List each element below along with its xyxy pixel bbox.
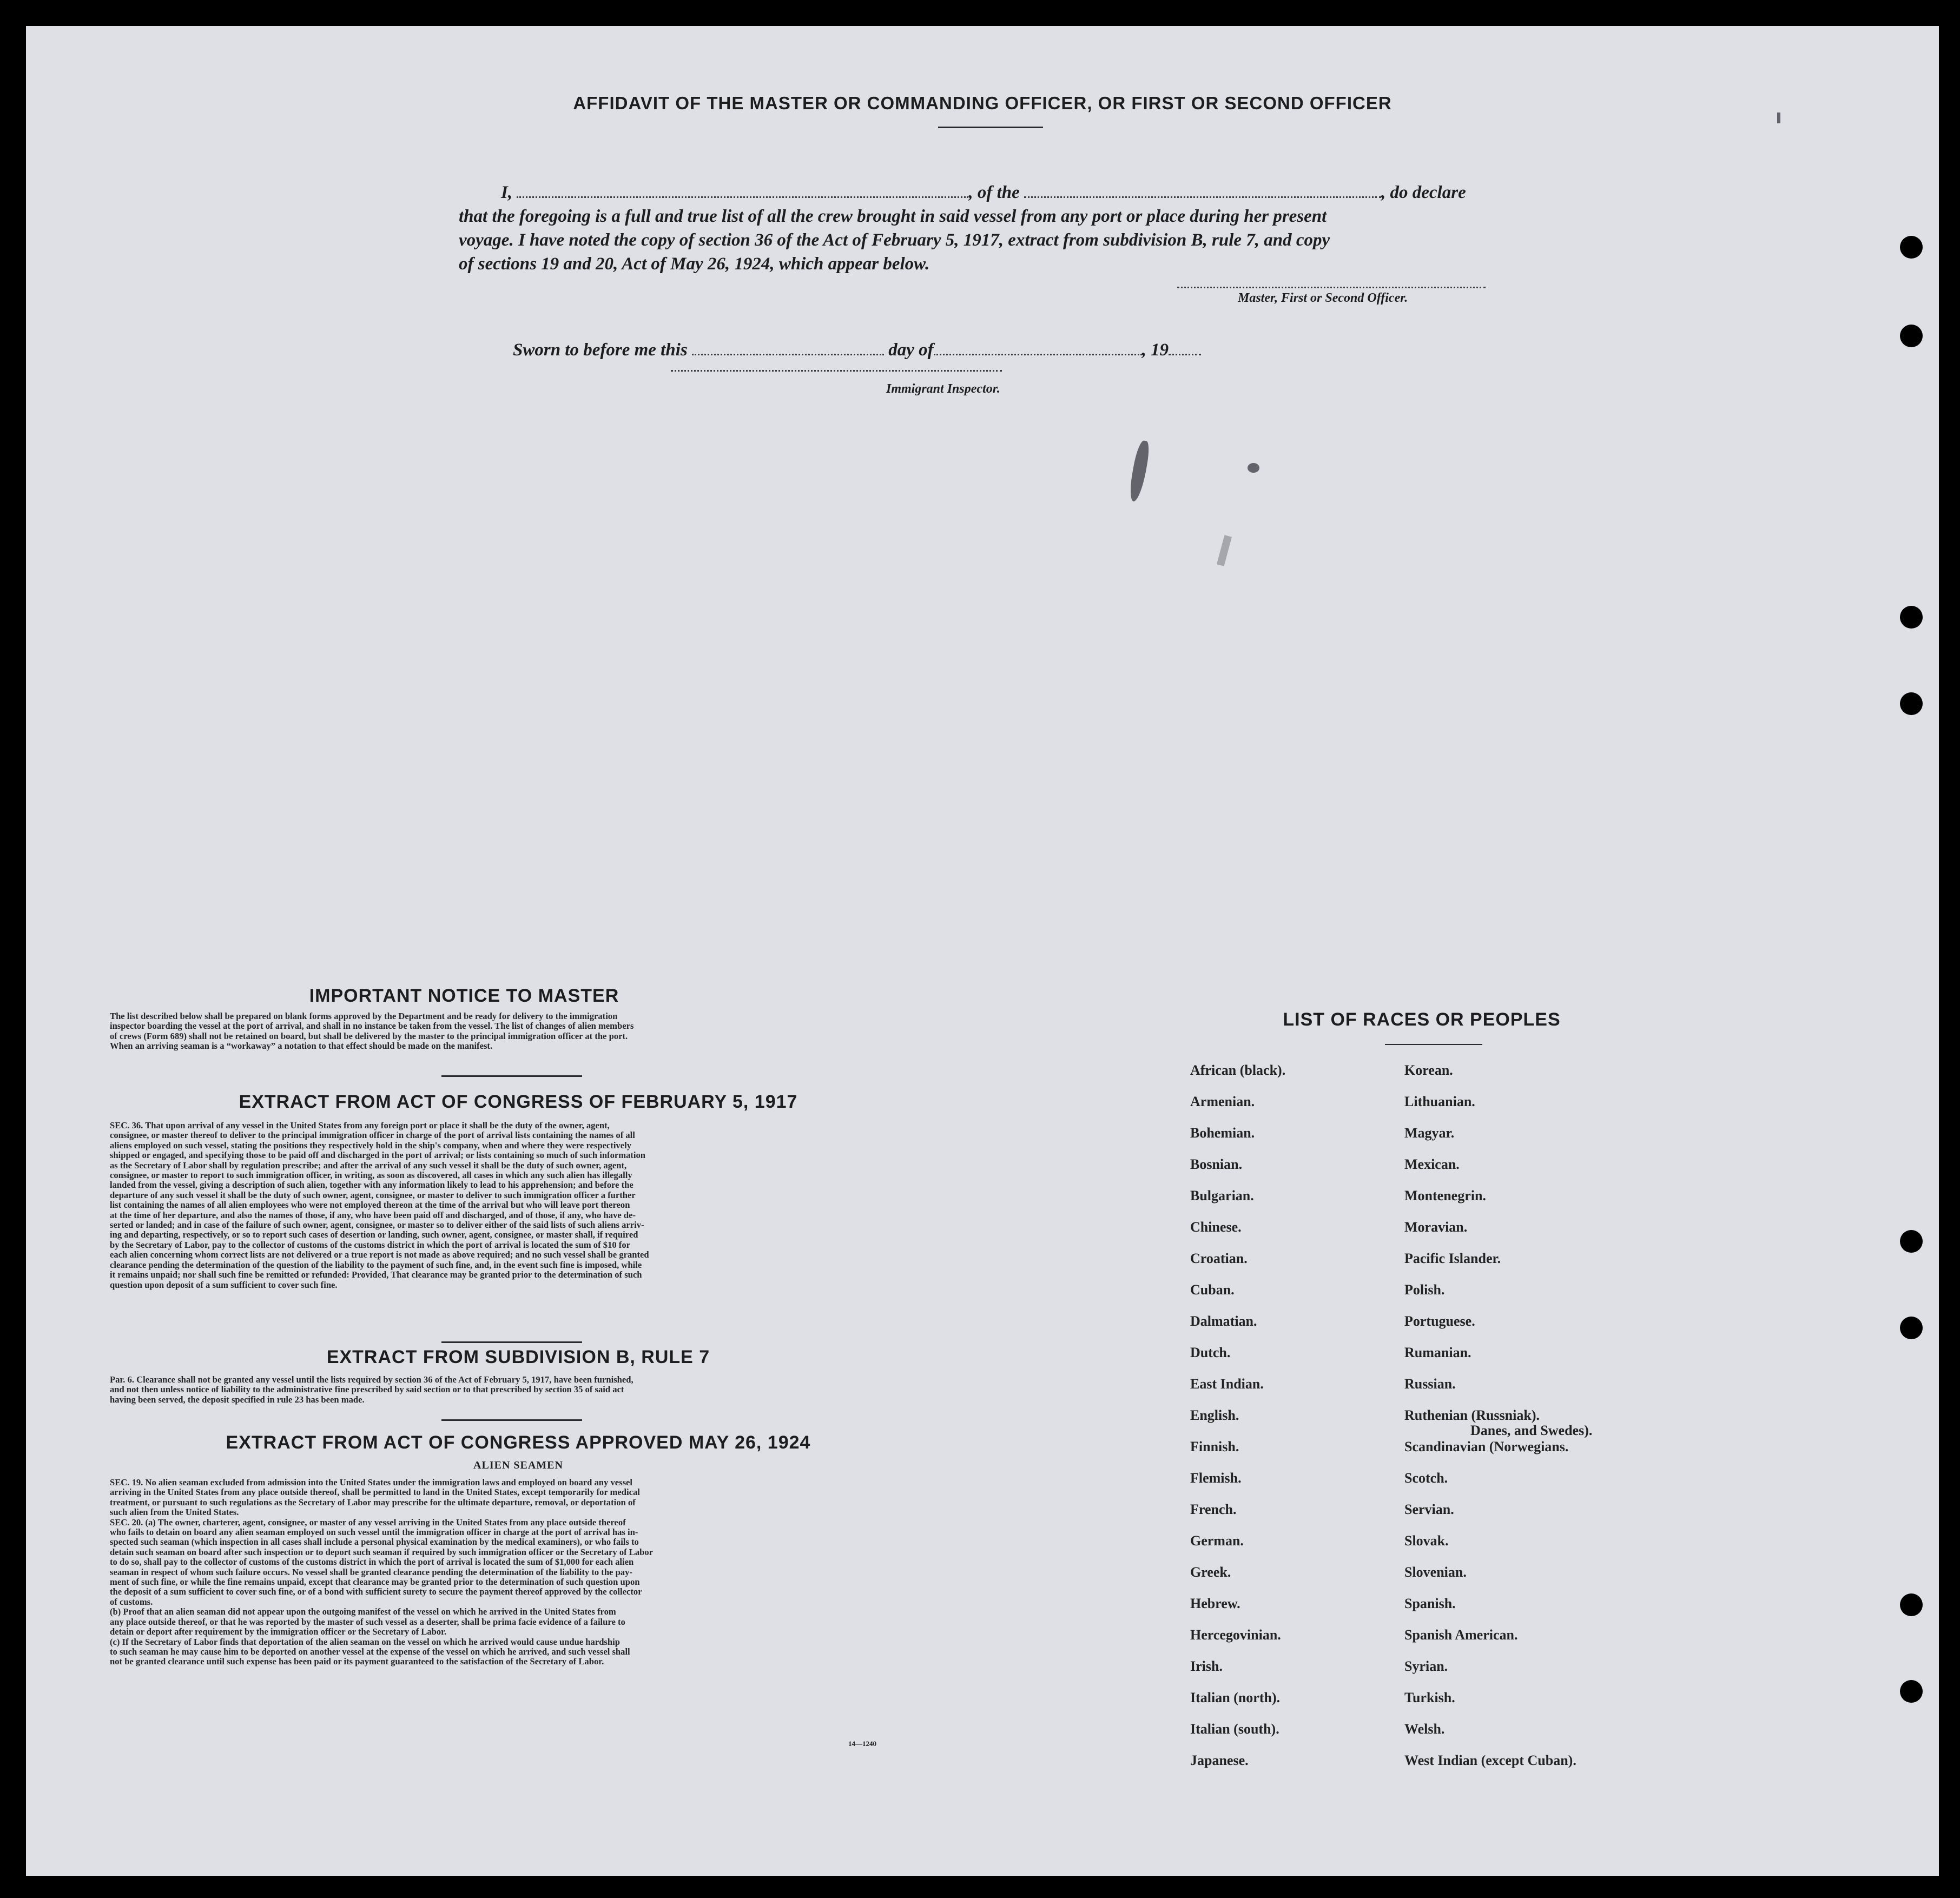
body-line: not be granted clearance until such expense has been paid or its payment guaranteed to the satisfaction of the Secretary of Labor.: [110, 1656, 604, 1667]
race-item: Hebrew.: [1190, 1596, 1240, 1611]
race-item: Turkish.: [1404, 1690, 1455, 1705]
inspector-signature-field[interactable]: [671, 370, 1002, 372]
body-line: having been served, the deposit specified in rule 23 has been made.: [110, 1394, 365, 1405]
extract-rule7-title: EXTRACT FROM SUBDIVISION B, RULE 7: [326, 1347, 710, 1367]
body-line: detain such seaman on board after such inspection or to deport such seaman if required by such immigration officer or the Secretary of Labor: [110, 1546, 654, 1557]
affidavit-i: I,: [501, 183, 513, 202]
body-line: ment of such fine, or while the fine remains unpaid, except that clearance may be granted prior to the determination of such question upon: [110, 1577, 640, 1588]
body-line: by the Secretary of Labor, pay to the collector of customs of the customs district in which the port of arrival is located the sum of $10 for: [110, 1239, 630, 1250]
race-item: Croatian.: [1190, 1251, 1248, 1266]
race-item: Magyar.: [1404, 1125, 1455, 1141]
race-item: Ruthenian (Russniak).: [1404, 1407, 1540, 1423]
affidavit-line-1: [459, 181, 1557, 204]
race-item: Mexican.: [1404, 1156, 1460, 1172]
race-item: Hercegovinian.: [1190, 1627, 1281, 1643]
sworn-day-field[interactable]: [692, 340, 884, 355]
race-item: Armenian.: [1190, 1094, 1255, 1109]
extract-rule7-body: [110, 1375, 946, 1405]
body-line: list containing the names of all alien employees who were not employed thereon at the time of the arrival but who will leave port thereon: [110, 1200, 630, 1211]
notice-line: inspector boarding the vessel at the port of arrival, and shall in no instance be taken from the vessel. The list of changes of alien members: [110, 1021, 634, 1031]
body-line: SEC. 36. That upon arrival of any vessel in the United States from any foreign port or place it shall be the duty of the owner, agent,: [110, 1120, 610, 1130]
body-line: clearance pending the determination of the question of the liability to the payment of such fine, and, in the event such fine is imposed, while: [110, 1259, 642, 1270]
vessel-name-field[interactable]: [1024, 182, 1381, 198]
punch-hole: [1900, 1317, 1923, 1339]
punch-hole: [1900, 692, 1923, 715]
sworn-day-label: day of: [888, 340, 934, 360]
body-line: each alien concerning whom correct lists are not delivered or a true report is not made as above required; and no such vessel shall be granted: [110, 1249, 649, 1260]
race-item: Greek.: [1190, 1564, 1231, 1580]
punch-hole: [1900, 325, 1923, 347]
race-item: Moravian.: [1404, 1219, 1468, 1235]
body-line: consignee, or master to report to such immigration officer, in writing, as soon as discovered, all cases in which any such alien has illegally: [110, 1170, 632, 1181]
body-line: arriving in the United States from any place outside thereof, shall be permitted to land in the United States, except temporarily for medical: [110, 1487, 640, 1498]
races-title: LIST OF RACES OR PEOPLES: [1283, 1009, 1561, 1030]
race-item: Bosnian.: [1190, 1156, 1243, 1172]
race-item: Montenegrin.: [1404, 1188, 1486, 1203]
body-line: who fails to detain on board any alien seaman employed on such vessel until the immigration officer in charge at the port of arrival has in-: [110, 1527, 638, 1538]
race-item: Rumanian.: [1404, 1345, 1471, 1360]
body-line: (b) Proof that an alien seaman did not appear upon the outgoing manifest of the vessel on which he arrived in the United States from: [110, 1606, 616, 1617]
notice-title: IMPORTANT NOTICE TO MASTER: [309, 986, 619, 1006]
race-item: Servian.: [1404, 1502, 1454, 1517]
race-item: West Indian (except Cuban).: [1404, 1752, 1576, 1768]
body-line: any place outside thereof, or that he was reported by the master of such vessel as a deserter, shall be prima facie evidence of a failure to: [110, 1616, 625, 1627]
race-item: Korean.: [1404, 1062, 1453, 1078]
affidavit-title: AFFIDAVIT OF THE MASTER OR COMMANDING OFFICER, OR FIRST OR SECOND OFFICER: [573, 93, 1392, 113]
affidavit-line-2: that the foregoing is a full and true list of all the crew brought in said vessel from any port or place during her present: [459, 207, 1327, 226]
race-item: Chinese.: [1190, 1219, 1242, 1235]
body-line: SEC. 19. No alien seaman excluded from admission into the United States under the immigration laws and employed on board any vessel: [110, 1477, 633, 1487]
body-line: shipped or engaged, and specifying those to be paid off and discharged in the port of arrival; or lists containing so much of such information: [110, 1150, 646, 1161]
affidavit-line-3: voyage. I have noted the copy of section 36 of the Act of February 5, 1917, extract from subdivision B, rule 7, and copy: [459, 230, 1330, 250]
extract-1924-subtitle: ALIEN SEAMEN: [473, 1459, 563, 1471]
race-item: French.: [1190, 1502, 1237, 1517]
race-item: East Indian.: [1190, 1376, 1264, 1392]
race-item: Italian (north).: [1190, 1690, 1281, 1705]
race-item: Bohemian.: [1190, 1125, 1255, 1141]
body-line: departure of any such vessel it shall be the duty of such owner, agent, consignee, or master to deliver to such immigration officer a further: [110, 1189, 636, 1200]
sworn-prefix: Sworn to before me this: [513, 340, 688, 360]
ink-stain: [1217, 535, 1232, 566]
affidavit-line-4: of sections 19 and 20, Act of May 26, 1924, which appear below.: [459, 254, 930, 274]
notice-line: of crews (Form 689) shall not be retained on board, but shall be delivered by the master to the principal immigration officer at the port.: [110, 1030, 628, 1041]
race-item: Russian.: [1404, 1376, 1456, 1392]
race-item: Dutch.: [1190, 1345, 1231, 1360]
race-item: Japanese.: [1190, 1752, 1249, 1768]
body-line: detain or deport after requirement by the immigration officer or the Secretary of Labor.: [110, 1626, 447, 1637]
race-item: Bulgarian.: [1190, 1188, 1254, 1203]
sworn-year-label: , 19: [1141, 340, 1169, 360]
body-line: (c) If the Secretary of Labor finds that deportation of the alien seaman on the vessel on which he arrived would cause undue hardship: [110, 1636, 620, 1647]
race-item: Portuguese.: [1404, 1313, 1475, 1329]
affidavit-body: [459, 181, 1557, 276]
body-line: landed from the vessel, giving a description of such alien, together with any information likely to lead to his apprehension; and before the: [110, 1180, 633, 1191]
punch-hole: [1900, 606, 1923, 629]
body-line: such alien from the United States.: [110, 1507, 239, 1518]
race-item: Spanish.: [1404, 1596, 1456, 1611]
body-line: the deposit of a sum sufficient to cover such fine, or of a bond with sufficient surety to secure the payment thereof approved by the collector: [110, 1586, 642, 1597]
affidavit-of-the: , of the: [968, 183, 1020, 202]
race-item: Polish.: [1404, 1282, 1445, 1298]
race-item: German.: [1190, 1533, 1244, 1549]
race-item: Lithuanian.: [1404, 1094, 1475, 1109]
form-number: 14—1240: [848, 1740, 876, 1748]
ink-mark: [1777, 113, 1780, 123]
title-underline: [938, 127, 1043, 128]
race-item: Dalmatian.: [1190, 1313, 1257, 1329]
race-item: Syrian.: [1404, 1658, 1448, 1674]
ink-stain: [1248, 463, 1259, 473]
body-line: ing and departing, respectively, or so to report such cases of desertion or landing, such owner, agent, consignee, or master shall, if required: [110, 1229, 638, 1240]
punch-hole: [1900, 236, 1923, 259]
race-item: Spanish American.: [1404, 1627, 1518, 1643]
sworn-line: [513, 340, 1201, 360]
body-line: and not then unless notice of liability to the administrative fine prescribed by said section or to that prescribed by section 35 of said act: [110, 1384, 624, 1395]
section-divider: [441, 1075, 582, 1077]
punch-hole: [1900, 1593, 1923, 1616]
extract-1917-body: [110, 1121, 946, 1290]
extract-1924-body: [110, 1478, 946, 1667]
extract-1917-title: EXTRACT FROM ACT OF CONGRESS OF FEBRUARY 5, 1917: [239, 1092, 798, 1112]
race-item: Cuban.: [1190, 1282, 1235, 1298]
body-line: serted or landed; and in case of the failure of such owner, agent, consignee, or master so to deliver either of the said lists of such aliens arriv-: [110, 1220, 644, 1231]
master-signature-field[interactable]: [1177, 287, 1486, 288]
sworn-year-field[interactable]: [1169, 340, 1201, 355]
race-item: Slovak.: [1404, 1533, 1449, 1549]
race-item: Flemish.: [1190, 1470, 1242, 1486]
body-line: aliens employed on such vessel, stating the positions they respectively hold in the ship's company, when and where they were respectively: [110, 1140, 632, 1150]
race-item: Italian (south).: [1190, 1721, 1279, 1737]
notice-line: The list described below shall be prepared on blank forms approved by the Department and be ready for delivery to the immigration: [110, 1011, 618, 1021]
body-line: SEC. 20. (a) The owner, charterer, agent, consignee, or master of any vessel arriving in the United States from any place outside thereof: [110, 1517, 626, 1527]
race-item: Scandinavian (Norwegians.: [1404, 1439, 1569, 1454]
body-line: of customs.: [110, 1596, 153, 1607]
body-line: to such seaman he may cause him to be deported on another vessel at the expense of the vessel on which he arrived, and such vessel shall: [110, 1646, 630, 1657]
race-item: English.: [1190, 1407, 1239, 1423]
races-underline: [1385, 1044, 1482, 1045]
race-item: Finnish.: [1190, 1439, 1239, 1454]
race-item: African (black).: [1190, 1062, 1286, 1078]
body-line: seaman in respect of whom such failure occurs. No vessel shall be granted clearance pending the determination of the liability to the pay-: [110, 1566, 632, 1577]
punch-hole: [1900, 1230, 1923, 1253]
section-divider: [441, 1341, 582, 1343]
master-signature-label: Master, First or Second Officer.: [1238, 291, 1408, 305]
ink-stain: [1127, 440, 1151, 502]
body-line: treatment, or pursuant to such regulations as the Secretary of Labor may prescribe for the ultimate departure, removal, or deportation of: [110, 1497, 636, 1507]
race-item: Slovenian.: [1404, 1564, 1467, 1580]
punch-hole: [1900, 1680, 1923, 1703]
notice-body: [110, 1011, 946, 1051]
extract-1924-title: EXTRACT FROM ACT OF CONGRESS APPROVED MAY 26, 1924: [226, 1432, 811, 1453]
race-item: Irish.: [1190, 1658, 1223, 1674]
body-line: as the Secretary of Labor shall by regulation prescribe; and after the arrival of any such vessel it shall be the duty of such owner, agent,: [110, 1160, 627, 1170]
body-line: it remains unpaid; nor shall such fine be remitted or refunded: Provided, That clearance may be granted prior to the determination of such: [110, 1269, 642, 1280]
race-item-continuation: Danes, and Swedes).: [1470, 1423, 1593, 1438]
notice-line: When an arriving seaman is a “workaway” a notation to that effect should be made on the manifest.: [110, 1041, 493, 1051]
race-item: Scotch.: [1404, 1470, 1448, 1486]
document-page: [26, 26, 1939, 1876]
body-line: at the time of her departure, and also the names of those, if any, who have been paid off and discharged, and of those, if any, who have de-: [110, 1209, 636, 1220]
inspector-label: Immigrant Inspector.: [886, 382, 1000, 396]
body-line: to do so, shall pay to the collector of customs of the customs district in which the port of arrival is located the sum of $1,000 for each alien: [110, 1557, 634, 1568]
affidavit-declare: , do declare: [1381, 183, 1466, 202]
section-divider: [441, 1419, 582, 1421]
body-line: spected such seaman (which inspection in all cases shall include a personal physical examination by the medical examiners), or who fails to: [110, 1537, 639, 1548]
body-line: question upon deposit of a sum sufficient to cover such fine.: [110, 1279, 338, 1290]
body-line: consignee, or master thereof to deliver to the principal immigration officer in charge of the port of arrival lists containing the names of all: [110, 1130, 635, 1141]
race-item: Welsh.: [1404, 1721, 1445, 1737]
race-item: Pacific Islander.: [1404, 1251, 1501, 1266]
officer-name-field[interactable]: [517, 182, 968, 198]
body-line: Par. 6. Clearance shall not be granted any vessel until the lists required by section 36 of the Act of February 5, 1917, have been furnished,: [110, 1374, 633, 1385]
sworn-month-field[interactable]: [934, 340, 1142, 355]
